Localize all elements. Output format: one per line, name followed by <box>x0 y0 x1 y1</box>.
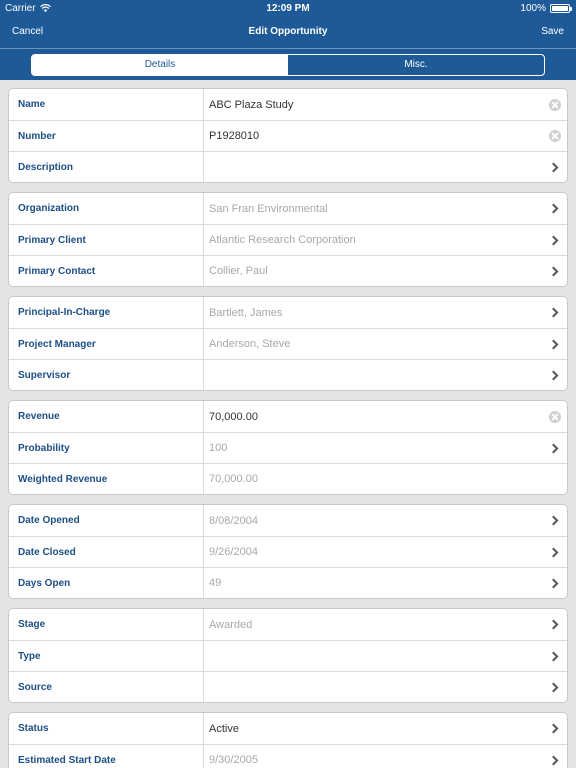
form-row[interactable] <box>9 567 567 598</box>
field-value[interactable]: Awarded <box>209 618 253 631</box>
form-groups <box>8 88 568 768</box>
form-row[interactable] <box>9 609 567 640</box>
form-group <box>8 712 568 768</box>
field-label: Principal-In-Charge <box>9 297 204 328</box>
chevron-right-icon <box>549 235 559 245</box>
tab-misc[interactable]: Misc. <box>404 59 428 70</box>
field-value[interactable]: Active <box>209 722 239 735</box>
field-label: Source <box>9 672 204 702</box>
form-row[interactable] <box>9 120 567 151</box>
status-time: 12:09 PM <box>266 3 310 14</box>
field-value[interactable]: 8/08/2004 <box>209 514 258 527</box>
row-accessory[interactable] <box>543 641 567 671</box>
nav-bar <box>0 16 576 48</box>
field-label: Status <box>9 713 204 744</box>
carrier-label: Carrier <box>5 3 36 14</box>
field-label: Date Opened <box>9 505 204 536</box>
field-value[interactable]: Atlantic Research Corporation <box>209 234 356 246</box>
form-row[interactable] <box>9 255 567 286</box>
battery-indicator <box>520 3 570 14</box>
field-value[interactable]: 70,000.00 <box>209 410 258 423</box>
field-label: Estimated Start Date <box>9 745 204 768</box>
clear-icon[interactable] <box>549 99 561 111</box>
form-row[interactable] <box>9 432 567 463</box>
field-label: Stage <box>9 609 204 640</box>
field-label: Probability <box>9 433 204 463</box>
field-value[interactable]: 9/26/2004 <box>209 546 258 558</box>
chevron-right-icon <box>549 443 559 453</box>
form-row[interactable] <box>9 505 567 536</box>
field-label: Primary Contact <box>9 256 204 286</box>
row-accessory[interactable] <box>543 745 567 768</box>
field-label: Number <box>9 121 204 151</box>
field-value[interactable]: 49 <box>209 577 222 589</box>
row-accessory[interactable] <box>543 225 567 255</box>
save-button[interactable]: Save <box>541 26 564 37</box>
form-row[interactable] <box>9 744 567 768</box>
clear-icon[interactable] <box>549 411 561 423</box>
field-label: Days Open <box>9 568 204 598</box>
field-label: Date Closed <box>9 537 204 567</box>
row-accessory[interactable] <box>543 121 567 151</box>
battery-percent: 100% <box>520 3 546 14</box>
clear-icon[interactable] <box>549 130 561 142</box>
page-title: Edit Opportunity <box>248 26 328 37</box>
field-value[interactable]: 70,000.00 <box>209 473 258 485</box>
field-label: Weighted Revenue <box>9 464 204 494</box>
field-value[interactable]: P1928010 <box>209 130 260 142</box>
form-row[interactable] <box>9 193 567 224</box>
field-value[interactable]: Anderson, Steve <box>209 338 291 350</box>
row-accessory <box>543 464 567 494</box>
row-accessory[interactable] <box>543 297 567 328</box>
row-accessory[interactable] <box>543 505 567 536</box>
cancel-button[interactable]: Cancel <box>12 26 44 37</box>
field-label: Name <box>9 89 204 120</box>
row-accessory[interactable] <box>543 537 567 567</box>
row-accessory[interactable] <box>543 568 567 598</box>
form-row[interactable] <box>9 359 567 390</box>
chevron-right-icon <box>549 204 559 214</box>
battery-icon <box>550 4 570 13</box>
field-value[interactable]: Bartlett, James <box>209 306 283 319</box>
status-bar <box>0 0 576 16</box>
row-accessory[interactable] <box>543 672 567 702</box>
row-accessory[interactable] <box>543 329 567 359</box>
form-group <box>8 504 568 599</box>
form-row[interactable] <box>9 151 567 182</box>
row-accessory[interactable] <box>543 89 567 120</box>
chevron-right-icon <box>549 308 559 318</box>
form-row[interactable] <box>9 713 567 744</box>
row-accessory[interactable] <box>543 152 567 182</box>
field-value[interactable]: San Fran Environmental <box>209 202 328 215</box>
app-header <box>0 0 576 80</box>
row-accessory[interactable] <box>543 193 567 224</box>
form-row[interactable] <box>9 463 567 494</box>
field-value[interactable]: ABC Plaza Study <box>209 98 294 111</box>
chevron-right-icon <box>549 162 559 172</box>
row-accessory[interactable] <box>543 433 567 463</box>
field-label: Type <box>9 641 204 671</box>
field-label: Project Manager <box>9 329 204 359</box>
row-accessory[interactable] <box>543 256 567 286</box>
form-row[interactable] <box>9 536 567 567</box>
field-value[interactable]: 9/30/2005 <box>209 754 258 766</box>
row-accessory[interactable] <box>543 609 567 640</box>
form-group <box>8 400 568 495</box>
form-row[interactable] <box>9 671 567 702</box>
row-accessory[interactable] <box>543 360 567 390</box>
form-group <box>8 608 568 703</box>
chevron-right-icon <box>549 578 559 588</box>
field-label: Supervisor <box>9 360 204 390</box>
chevron-right-icon <box>549 651 559 661</box>
chevron-right-icon <box>549 516 559 526</box>
field-label: Description <box>9 152 204 182</box>
form-row[interactable] <box>9 401 567 432</box>
form-group <box>8 88 568 183</box>
tab-control <box>31 54 545 76</box>
form-group <box>8 296 568 391</box>
chevron-right-icon <box>549 755 559 765</box>
form-row[interactable] <box>9 224 567 255</box>
form-row[interactable] <box>9 328 567 359</box>
chevron-right-icon <box>549 724 559 734</box>
chevron-right-icon <box>549 682 559 692</box>
chevron-right-icon <box>549 339 559 349</box>
nav-divider <box>0 48 576 49</box>
field-label: Organization <box>9 193 204 224</box>
form-row[interactable] <box>9 89 567 120</box>
chevron-right-icon <box>549 370 559 380</box>
form-row[interactable] <box>9 640 567 671</box>
field-value[interactable]: Collier, Paul <box>209 265 268 277</box>
form-row[interactable] <box>9 297 567 328</box>
field-value[interactable]: 100 <box>209 442 228 454</box>
tab-details[interactable]: Details <box>32 55 288 75</box>
chevron-right-icon <box>549 266 559 276</box>
form-group <box>8 192 568 287</box>
field-label: Primary Client <box>9 225 204 255</box>
chevron-right-icon <box>549 620 559 630</box>
row-accessory[interactable] <box>543 401 567 432</box>
field-label: Revenue <box>9 401 204 432</box>
row-accessory[interactable] <box>543 713 567 744</box>
chevron-right-icon <box>549 547 559 557</box>
